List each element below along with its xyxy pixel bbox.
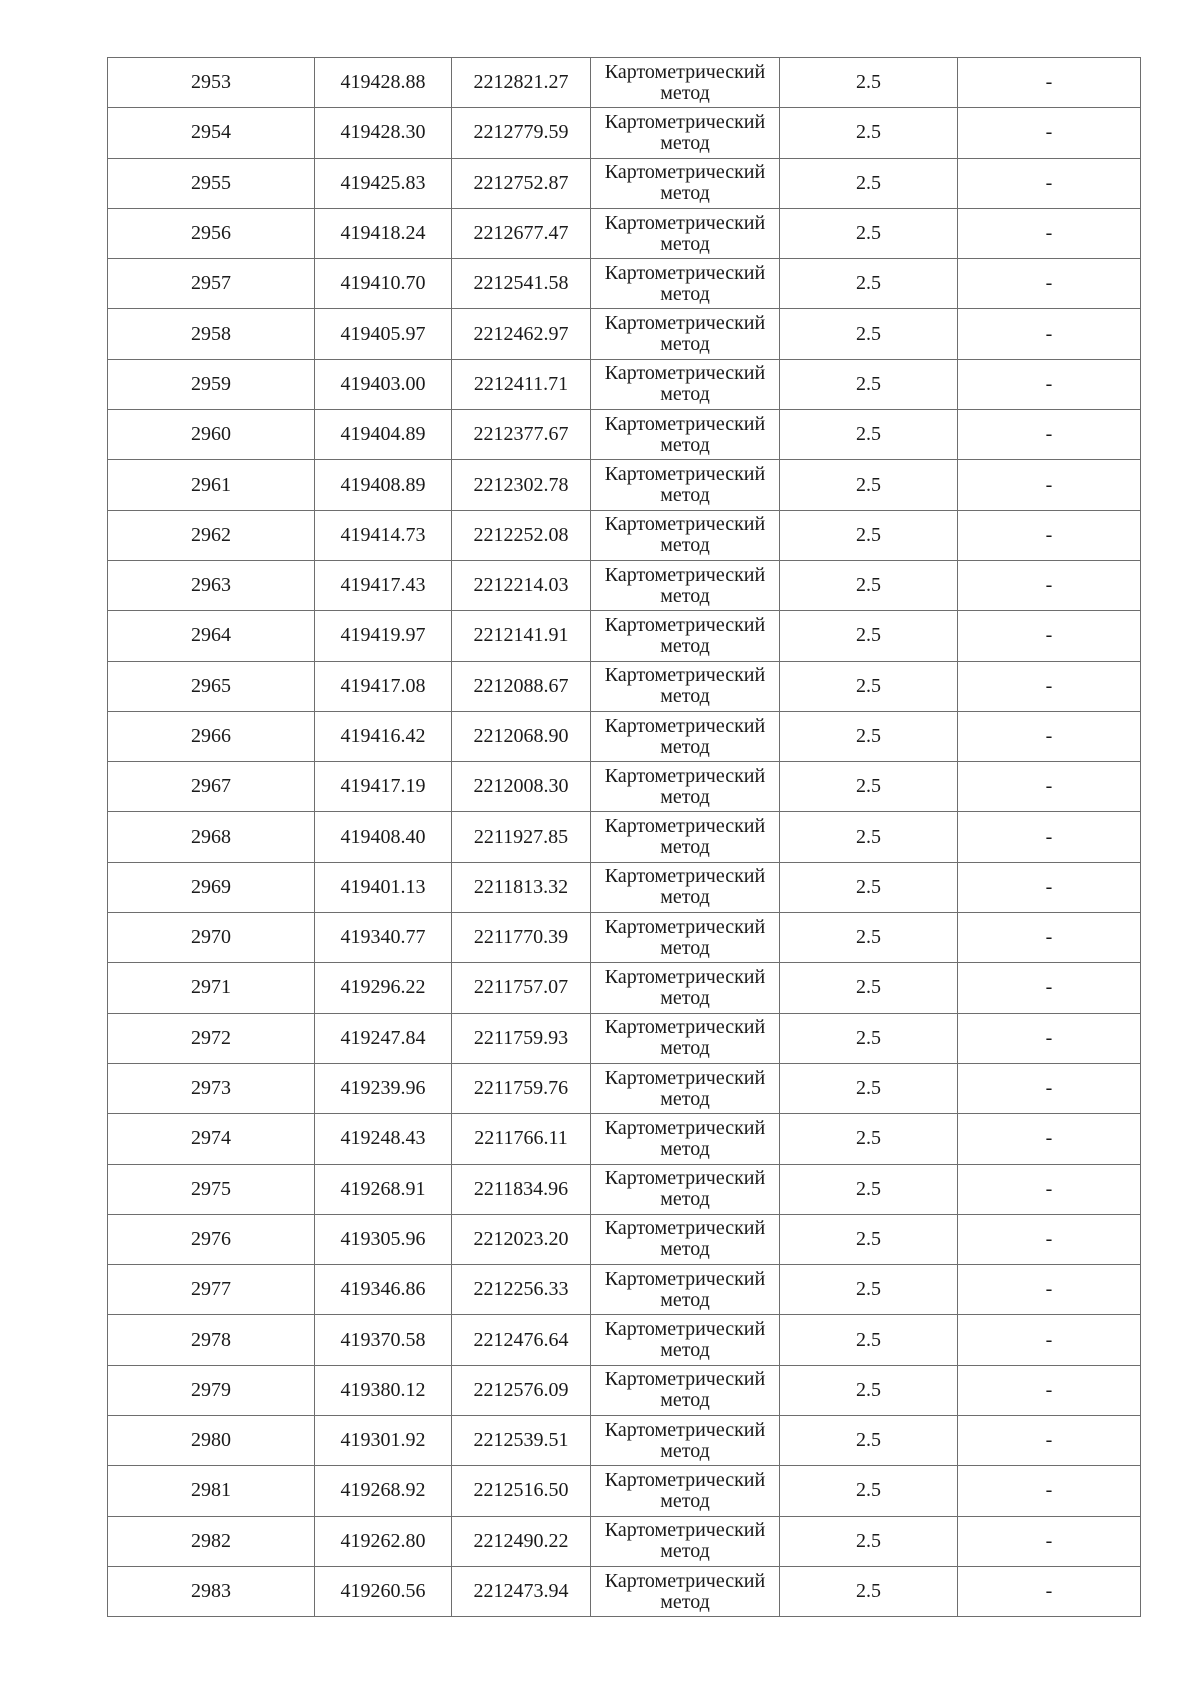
method-name: Картометрический <box>604 1519 766 1542</box>
table-row <box>108 862 1141 912</box>
table-row <box>108 1013 1141 1063</box>
accuracy-cell: 2.5 <box>780 762 958 812</box>
accuracy-cell: 2.5 <box>780 913 958 963</box>
note-cell: - <box>958 1063 1141 1113</box>
note-cell: - <box>958 359 1141 409</box>
x-coordinate-cell: 419410.70 <box>315 259 452 309</box>
method-cell <box>591 108 780 158</box>
note-cell: - <box>958 862 1141 912</box>
method-suffix: метод <box>660 1439 710 1462</box>
accuracy-cell: 2.5 <box>780 158 958 208</box>
table-row <box>108 762 1141 812</box>
accuracy-cell: 2.5 <box>780 611 958 661</box>
note-cell: - <box>958 1265 1141 1315</box>
accuracy-cell: 2.5 <box>780 1265 958 1315</box>
method-name: Картометрический <box>604 764 766 787</box>
note-cell: - <box>958 661 1141 711</box>
method-suffix: метод <box>660 1489 710 1512</box>
method-suffix: метод <box>660 1037 710 1060</box>
point-number-cell: 2969 <box>108 862 315 912</box>
point-number-cell: 2979 <box>108 1365 315 1415</box>
method-cell <box>591 661 780 711</box>
method-suffix: метод <box>660 1238 710 1261</box>
method-cell <box>591 510 780 560</box>
accuracy-cell: 2.5 <box>780 812 958 862</box>
method-cell <box>591 1466 780 1516</box>
table-row <box>108 208 1141 258</box>
point-number-cell: 2977 <box>108 1265 315 1315</box>
accuracy-cell: 2.5 <box>780 1566 958 1616</box>
method-suffix: метод <box>660 685 710 708</box>
accuracy-cell: 2.5 <box>780 1114 958 1164</box>
method-cell <box>591 309 780 359</box>
method-cell <box>591 762 780 812</box>
note-cell: - <box>958 1114 1141 1164</box>
method-name: Картометрический <box>604 1116 766 1139</box>
method-cell <box>591 460 780 510</box>
point-number-cell: 2965 <box>108 661 315 711</box>
method-name: Картометрический <box>604 1066 766 1089</box>
method-name: Картометрический <box>604 463 766 486</box>
method-suffix: метод <box>660 634 710 657</box>
method-name: Картометрический <box>604 161 766 184</box>
note-cell: - <box>958 460 1141 510</box>
x-coordinate-cell: 419340.77 <box>315 913 452 963</box>
note-cell: - <box>958 913 1141 963</box>
note-cell: - <box>958 812 1141 862</box>
method-name: Картометрический <box>604 1418 766 1441</box>
note-cell: - <box>958 1164 1141 1214</box>
x-coordinate-cell: 419417.08 <box>315 661 452 711</box>
point-number-cell: 2967 <box>108 762 315 812</box>
method-suffix: метод <box>660 81 710 104</box>
method-cell <box>591 862 780 912</box>
accuracy-cell: 2.5 <box>780 963 958 1013</box>
method-name: Картометрический <box>604 60 766 83</box>
table-row <box>108 1365 1141 1415</box>
point-number-cell: 2978 <box>108 1315 315 1365</box>
method-name: Картометрический <box>604 513 766 536</box>
accuracy-cell: 2.5 <box>780 862 958 912</box>
table-row <box>108 1416 1141 1466</box>
x-coordinate-cell: 419268.91 <box>315 1164 452 1214</box>
method-suffix: метод <box>660 232 710 255</box>
table-row <box>108 1516 1141 1566</box>
method-suffix: метод <box>660 886 710 909</box>
table-row <box>108 309 1141 359</box>
note-cell: - <box>958 309 1141 359</box>
method-suffix: метод <box>660 1389 710 1412</box>
method-suffix: метод <box>660 1087 710 1110</box>
accuracy-cell: 2.5 <box>780 1063 958 1113</box>
table-row <box>108 711 1141 761</box>
point-number-cell: 2955 <box>108 158 315 208</box>
method-suffix: метод <box>660 534 710 557</box>
point-number-cell: 2982 <box>108 1516 315 1566</box>
note-cell: - <box>958 58 1141 108</box>
method-name: Картометрический <box>604 1167 766 1190</box>
point-number-cell: 2983 <box>108 1566 315 1616</box>
method-cell <box>591 58 780 108</box>
point-number-cell: 2963 <box>108 560 315 610</box>
point-number-cell: 2976 <box>108 1214 315 1264</box>
x-coordinate-cell: 419370.58 <box>315 1315 452 1365</box>
point-number-cell: 2971 <box>108 963 315 1013</box>
method-suffix: метод <box>660 131 710 154</box>
note-cell: - <box>958 560 1141 610</box>
note-cell: - <box>958 1214 1141 1264</box>
y-coordinate-cell: 2211759.93 <box>452 1013 591 1063</box>
y-coordinate-cell: 2212821.27 <box>452 58 591 108</box>
y-coordinate-cell: 2211770.39 <box>452 913 591 963</box>
x-coordinate-cell: 419346.86 <box>315 1265 452 1315</box>
table-row <box>108 1114 1141 1164</box>
accuracy-cell: 2.5 <box>780 58 958 108</box>
point-number-cell: 2964 <box>108 611 315 661</box>
x-coordinate-cell: 419419.97 <box>315 611 452 661</box>
method-suffix: метод <box>660 584 710 607</box>
accuracy-cell: 2.5 <box>780 661 958 711</box>
method-cell <box>591 812 780 862</box>
method-cell <box>591 1164 780 1214</box>
y-coordinate-cell: 2212008.30 <box>452 762 591 812</box>
method-cell <box>591 1566 780 1616</box>
table-row <box>108 510 1141 560</box>
method-name: Картометрический <box>604 1016 766 1039</box>
x-coordinate-cell: 419414.73 <box>315 510 452 560</box>
method-cell <box>591 560 780 610</box>
y-coordinate-cell: 2212476.64 <box>452 1315 591 1365</box>
x-coordinate-cell: 419425.83 <box>315 158 452 208</box>
method-suffix: метод <box>660 1288 710 1311</box>
method-cell <box>591 913 780 963</box>
method-cell <box>591 1013 780 1063</box>
method-suffix: метод <box>660 836 710 859</box>
note-cell: - <box>958 1013 1141 1063</box>
accuracy-cell: 2.5 <box>780 560 958 610</box>
point-number-cell: 2957 <box>108 259 315 309</box>
note-cell: - <box>958 1416 1141 1466</box>
note-cell: - <box>958 1365 1141 1415</box>
point-number-cell: 2980 <box>108 1416 315 1466</box>
y-coordinate-cell: 2212411.71 <box>452 359 591 409</box>
y-coordinate-cell: 2211813.32 <box>452 862 591 912</box>
y-coordinate-cell: 2212068.90 <box>452 711 591 761</box>
method-name: Картометрический <box>604 714 766 737</box>
method-name: Картометрический <box>604 965 766 988</box>
y-coordinate-cell: 2212752.87 <box>452 158 591 208</box>
accuracy-cell: 2.5 <box>780 711 958 761</box>
note-cell: - <box>958 410 1141 460</box>
method-name: Картометрический <box>604 211 766 234</box>
y-coordinate-cell: 2211759.76 <box>452 1063 591 1113</box>
method-cell <box>591 410 780 460</box>
x-coordinate-cell: 419416.42 <box>315 711 452 761</box>
method-name: Картометрический <box>604 1217 766 1240</box>
method-cell <box>591 1365 780 1415</box>
accuracy-cell: 2.5 <box>780 1466 958 1516</box>
coordinates-table-body <box>108 58 1141 1617</box>
note-cell: - <box>958 611 1141 661</box>
x-coordinate-cell: 419405.97 <box>315 309 452 359</box>
table-row <box>108 812 1141 862</box>
y-coordinate-cell: 2212141.91 <box>452 611 591 661</box>
method-cell <box>591 158 780 208</box>
method-name: Картометрический <box>604 261 766 284</box>
y-coordinate-cell: 2212779.59 <box>452 108 591 158</box>
x-coordinate-cell: 419260.56 <box>315 1566 452 1616</box>
point-number-cell: 2975 <box>108 1164 315 1214</box>
y-coordinate-cell: 2212252.08 <box>452 510 591 560</box>
note-cell: - <box>958 510 1141 560</box>
x-coordinate-cell: 419403.00 <box>315 359 452 409</box>
point-number-cell: 2956 <box>108 208 315 258</box>
point-number-cell: 2968 <box>108 812 315 862</box>
point-number-cell: 2960 <box>108 410 315 460</box>
method-cell <box>591 611 780 661</box>
y-coordinate-cell: 2212302.78 <box>452 460 591 510</box>
method-cell <box>591 1114 780 1164</box>
x-coordinate-cell: 419428.88 <box>315 58 452 108</box>
point-number-cell: 2962 <box>108 510 315 560</box>
table-row <box>108 410 1141 460</box>
y-coordinate-cell: 2212516.50 <box>452 1466 591 1516</box>
y-coordinate-cell: 2212576.09 <box>452 1365 591 1415</box>
method-suffix: метод <box>660 182 710 205</box>
table-row <box>108 1315 1141 1365</box>
x-coordinate-cell: 419248.43 <box>315 1114 452 1164</box>
x-coordinate-cell: 419268.92 <box>315 1466 452 1516</box>
point-number-cell: 2981 <box>108 1466 315 1516</box>
note-cell: - <box>958 158 1141 208</box>
point-number-cell: 2966 <box>108 711 315 761</box>
method-suffix: метод <box>660 1137 710 1160</box>
note-cell: - <box>958 1466 1141 1516</box>
table-row <box>108 1214 1141 1264</box>
table-row <box>108 1466 1141 1516</box>
method-suffix: метод <box>660 1339 710 1362</box>
table-row <box>108 1063 1141 1113</box>
method-suffix: метод <box>660 383 710 406</box>
table-row <box>108 158 1141 208</box>
x-coordinate-cell: 419239.96 <box>315 1063 452 1113</box>
y-coordinate-cell: 2212490.22 <box>452 1516 591 1566</box>
method-name: Картометрический <box>604 664 766 687</box>
method-cell <box>591 1416 780 1466</box>
point-number-cell: 2970 <box>108 913 315 963</box>
method-name: Картометрический <box>604 1267 766 1290</box>
method-name: Картометрический <box>604 412 766 435</box>
y-coordinate-cell: 2211766.11 <box>452 1114 591 1164</box>
y-coordinate-cell: 2211834.96 <box>452 1164 591 1214</box>
method-name: Картометрический <box>604 1468 766 1491</box>
method-cell <box>591 1265 780 1315</box>
table-row <box>108 913 1141 963</box>
x-coordinate-cell: 419408.40 <box>315 812 452 862</box>
point-number-cell: 2972 <box>108 1013 315 1063</box>
table-row <box>108 1265 1141 1315</box>
y-coordinate-cell: 2212023.20 <box>452 1214 591 1264</box>
method-cell <box>591 1315 780 1365</box>
method-name: Картометрический <box>604 312 766 335</box>
note-cell: - <box>958 711 1141 761</box>
method-cell <box>591 208 780 258</box>
method-suffix: метод <box>660 1188 710 1211</box>
note-cell: - <box>958 1315 1141 1365</box>
x-coordinate-cell: 419428.30 <box>315 108 452 158</box>
method-cell <box>591 1063 780 1113</box>
note-cell: - <box>958 963 1141 1013</box>
x-coordinate-cell: 419380.12 <box>315 1365 452 1415</box>
accuracy-cell: 2.5 <box>780 460 958 510</box>
x-coordinate-cell: 419305.96 <box>315 1214 452 1264</box>
y-coordinate-cell: 2212539.51 <box>452 1416 591 1466</box>
note-cell: - <box>958 1516 1141 1566</box>
x-coordinate-cell: 419262.80 <box>315 1516 452 1566</box>
point-number-cell: 2961 <box>108 460 315 510</box>
accuracy-cell: 2.5 <box>780 359 958 409</box>
method-cell <box>591 963 780 1013</box>
accuracy-cell: 2.5 <box>780 108 958 158</box>
method-suffix: метод <box>660 785 710 808</box>
table-row <box>108 560 1141 610</box>
x-coordinate-cell: 419408.89 <box>315 460 452 510</box>
method-name: Картометрический <box>604 362 766 385</box>
note-cell: - <box>958 1566 1141 1616</box>
accuracy-cell: 2.5 <box>780 1416 958 1466</box>
table-row <box>108 108 1141 158</box>
table-row <box>108 359 1141 409</box>
method-name: Картометрический <box>604 865 766 888</box>
method-suffix: метод <box>660 1590 710 1613</box>
y-coordinate-cell: 2212473.94 <box>452 1566 591 1616</box>
x-coordinate-cell: 419418.24 <box>315 208 452 258</box>
method-suffix: метод <box>660 735 710 758</box>
point-number-cell: 2958 <box>108 309 315 359</box>
y-coordinate-cell: 2212541.58 <box>452 259 591 309</box>
point-number-cell: 2959 <box>108 359 315 409</box>
method-suffix: метод <box>660 484 710 507</box>
method-suffix: метод <box>660 986 710 1009</box>
table-row <box>108 661 1141 711</box>
method-suffix: метод <box>660 333 710 356</box>
method-name: Картометрический <box>604 613 766 636</box>
method-suffix: метод <box>660 1540 710 1563</box>
table-row <box>108 58 1141 108</box>
y-coordinate-cell: 2212256.33 <box>452 1265 591 1315</box>
x-coordinate-cell: 419401.13 <box>315 862 452 912</box>
method-name: Картометрический <box>604 1569 766 1592</box>
accuracy-cell: 2.5 <box>780 1516 958 1566</box>
method-suffix: метод <box>660 936 710 959</box>
accuracy-cell: 2.5 <box>780 510 958 560</box>
method-name: Картометрический <box>604 1368 766 1391</box>
point-number-cell: 2953 <box>108 58 315 108</box>
method-name: Картометрический <box>604 110 766 133</box>
method-name: Картометрический <box>604 815 766 838</box>
y-coordinate-cell: 2211757.07 <box>452 963 591 1013</box>
accuracy-cell: 2.5 <box>780 208 958 258</box>
accuracy-cell: 2.5 <box>780 309 958 359</box>
accuracy-cell: 2.5 <box>780 259 958 309</box>
accuracy-cell: 2.5 <box>780 410 958 460</box>
x-coordinate-cell: 419404.89 <box>315 410 452 460</box>
x-coordinate-cell: 419247.84 <box>315 1013 452 1063</box>
point-number-cell: 2954 <box>108 108 315 158</box>
method-cell <box>591 1214 780 1264</box>
method-name: Картометрический <box>604 563 766 586</box>
table-row <box>108 460 1141 510</box>
point-number-cell: 2973 <box>108 1063 315 1113</box>
accuracy-cell: 2.5 <box>780 1365 958 1415</box>
y-coordinate-cell: 2212462.97 <box>452 309 591 359</box>
accuracy-cell: 2.5 <box>780 1315 958 1365</box>
method-name: Картометрический <box>604 1318 766 1341</box>
method-cell <box>591 259 780 309</box>
table-row <box>108 1566 1141 1616</box>
y-coordinate-cell: 2212088.67 <box>452 661 591 711</box>
y-coordinate-cell: 2212377.67 <box>452 410 591 460</box>
coordinates-table <box>107 57 1141 1617</box>
note-cell: - <box>958 208 1141 258</box>
x-coordinate-cell: 419296.22 <box>315 963 452 1013</box>
table-row <box>108 259 1141 309</box>
table-row <box>108 1164 1141 1214</box>
x-coordinate-cell: 419417.19 <box>315 762 452 812</box>
method-suffix: метод <box>660 433 710 456</box>
point-number-cell: 2974 <box>108 1114 315 1164</box>
x-coordinate-cell: 419301.92 <box>315 1416 452 1466</box>
method-cell <box>591 711 780 761</box>
table-row <box>108 611 1141 661</box>
accuracy-cell: 2.5 <box>780 1013 958 1063</box>
method-cell <box>591 1516 780 1566</box>
x-coordinate-cell: 419417.43 <box>315 560 452 610</box>
accuracy-cell: 2.5 <box>780 1164 958 1214</box>
y-coordinate-cell: 2212214.03 <box>452 560 591 610</box>
table-row <box>108 963 1141 1013</box>
method-cell <box>591 359 780 409</box>
y-coordinate-cell: 2211927.85 <box>452 812 591 862</box>
note-cell: - <box>958 108 1141 158</box>
accuracy-cell: 2.5 <box>780 1214 958 1264</box>
note-cell: - <box>958 762 1141 812</box>
y-coordinate-cell: 2212677.47 <box>452 208 591 258</box>
method-suffix: метод <box>660 282 710 305</box>
note-cell: - <box>958 259 1141 309</box>
method-name: Картометрический <box>604 915 766 938</box>
